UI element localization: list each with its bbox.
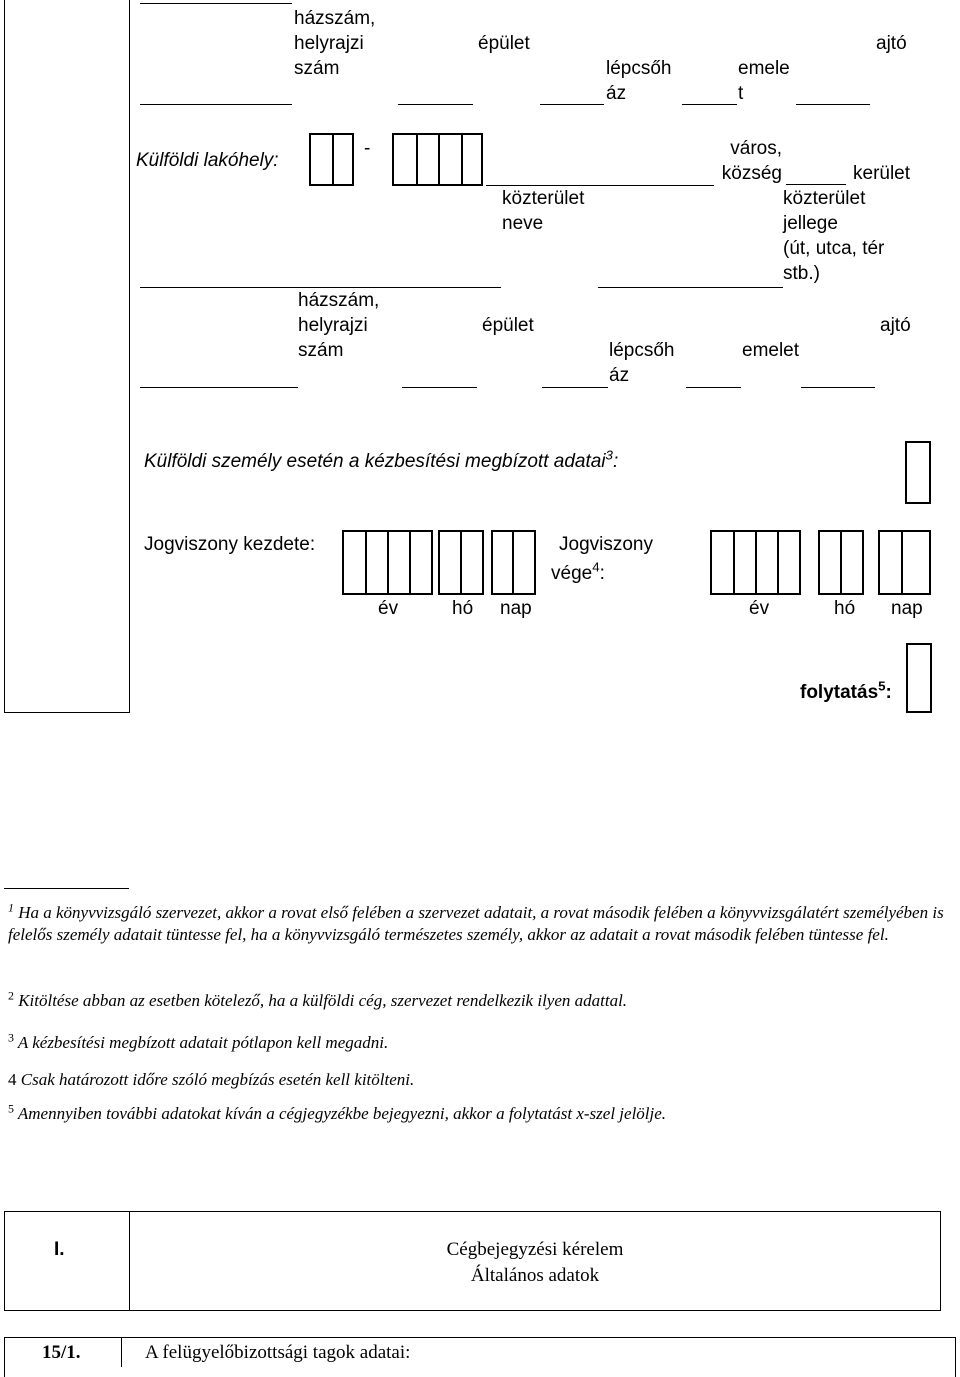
subsection-number: 15/1.	[42, 1342, 81, 1363]
postal-code-cell-3[interactable]	[438, 133, 463, 186]
door-field[interactable]	[796, 104, 870, 105]
house-number-label-2: házszám, helyrajzi szám	[298, 290, 380, 361]
relationship-start-label: Jogviszony kezdete:	[144, 534, 316, 555]
staircase-label-2: lépcsőh áz	[609, 340, 675, 386]
end-month-cell-2[interactable]	[840, 530, 864, 595]
staircase-field[interactable]	[540, 104, 604, 105]
form-left-border	[4, 0, 5, 713]
street-type-field[interactable]	[598, 287, 783, 288]
start-year-cell-3[interactable]	[387, 530, 411, 595]
section-subtitle: Általános adatok	[470, 1265, 600, 1286]
end-day-cell-2[interactable]	[901, 530, 931, 595]
continuation-label: folytatás$^5$:	[800, 678, 892, 703]
relationship-end-label: Jogviszony vége$^4$:	[551, 534, 653, 584]
start-day-label: nap	[500, 598, 532, 619]
footnote-4: 4 Csak határozott időre szóló megbízás esetén kell kitölteni.	[8, 1070, 415, 1089]
start-day-cell-2[interactable]	[512, 530, 536, 595]
start-year-cell-2[interactable]	[365, 530, 389, 595]
postal-code-cell-4[interactable]	[461, 133, 483, 186]
district-label: kerület	[853, 163, 911, 184]
start-year-cell-4[interactable]	[409, 530, 433, 595]
postal-code-cell-2[interactable]	[416, 133, 440, 186]
postal-code-cell-1[interactable]	[392, 133, 418, 186]
footnote-separator	[4, 888, 129, 889]
floor-label: emele t	[738, 58, 790, 104]
end-day-label: nap	[891, 598, 923, 619]
form-inner-border	[129, 0, 130, 713]
country-code-cell-1[interactable]	[309, 133, 334, 186]
footnote-2: $^2$ Kitöltése abban az esetben kötelező, ha a külföldi cég, szervezet rendelkezik ilyen adattal.	[8, 988, 628, 1010]
end-year-cell-3[interactable]	[755, 530, 779, 595]
top-rule	[140, 3, 292, 4]
footnote-1: $^1$ Ha a könyvvizsgáló szervezet, akkor a rovat első felében a szervezet adatait, a rovat második felében a könyvvizsgálatért személyében is felelős személy adatait tüntesse fel, ha a könyvvizsgáló természetes személy, akkor az adatait a rovat második felében tüntesse fel.	[8, 900, 944, 944]
door-field-2[interactable]	[801, 387, 875, 388]
floor-field[interactable]	[682, 104, 737, 105]
end-year-cell-4[interactable]	[777, 530, 801, 595]
district-field[interactable]	[786, 184, 846, 185]
end-month-label: hó	[834, 598, 856, 619]
city-label: város, község	[721, 138, 782, 184]
section-title	[130, 1237, 940, 1288]
building-field-2[interactable]	[402, 387, 477, 388]
street-name-label: közterület neve	[502, 188, 585, 234]
country-code-cell-2[interactable]	[332, 133, 354, 186]
staircase-label: lépcsőh áz	[606, 58, 672, 104]
end-year-cell-1[interactable]	[710, 530, 735, 595]
delivery-agent-label: Külföldi személy esetén a kézbesítési megbízott adatai$^3$:	[144, 447, 619, 472]
form-bottom-left-border	[4, 712, 130, 713]
subsection-title: A felügyelőbizottsági tagok adatai:	[145, 1342, 411, 1363]
staircase-field-2[interactable]	[542, 387, 608, 388]
section-number: I.	[54, 1239, 65, 1260]
section-title-line: Cégbejegyzési kérelem	[446, 1239, 624, 1260]
start-year-label: év	[378, 598, 399, 619]
end-month-cell-1[interactable]	[818, 530, 842, 595]
house-number-label: házszám, helyrajzi szám	[294, 8, 376, 79]
footnote-3: $^3$ A kézbesítési megbízott adatait pótlapon kell megadni.	[8, 1030, 389, 1052]
start-year-cell-1[interactable]	[342, 530, 367, 595]
building-label-2: épület	[482, 315, 534, 336]
continuation-checkbox[interactable]	[906, 643, 932, 713]
start-month-cell-1[interactable]	[438, 530, 462, 595]
delivery-agent-checkbox[interactable]	[905, 441, 931, 504]
house-number-field-2[interactable]	[140, 387, 298, 388]
footnote-5: $^5$ Amennyiben további adatokat kíván a cégjegyzékbe bejegyezni, akkor a folytatást x-szel jelölje.	[8, 1101, 667, 1123]
dash-separator: -	[364, 138, 371, 159]
house-number-field[interactable]	[140, 104, 292, 105]
start-day-cell-1[interactable]	[491, 530, 514, 595]
start-month-label: hó	[452, 598, 474, 619]
street-type-label: közterület jellege (út, utca, tér stb.)	[783, 188, 885, 284]
end-day-cell-1[interactable]	[878, 530, 903, 595]
door-label-2: ajtó	[880, 315, 911, 336]
end-year-label: év	[749, 598, 770, 619]
floor-label-2: emelet	[742, 340, 800, 361]
building-field[interactable]	[398, 104, 473, 105]
door-label: ajtó	[876, 33, 907, 54]
floor-field-2[interactable]	[686, 387, 741, 388]
end-year-cell-2[interactable]	[733, 530, 757, 595]
start-month-cell-2[interactable]	[460, 530, 484, 595]
building-label: épület	[478, 33, 530, 54]
subsection-header-divider	[121, 1337, 122, 1367]
foreign-residence-label: Külföldi lakóhely:	[136, 150, 279, 171]
